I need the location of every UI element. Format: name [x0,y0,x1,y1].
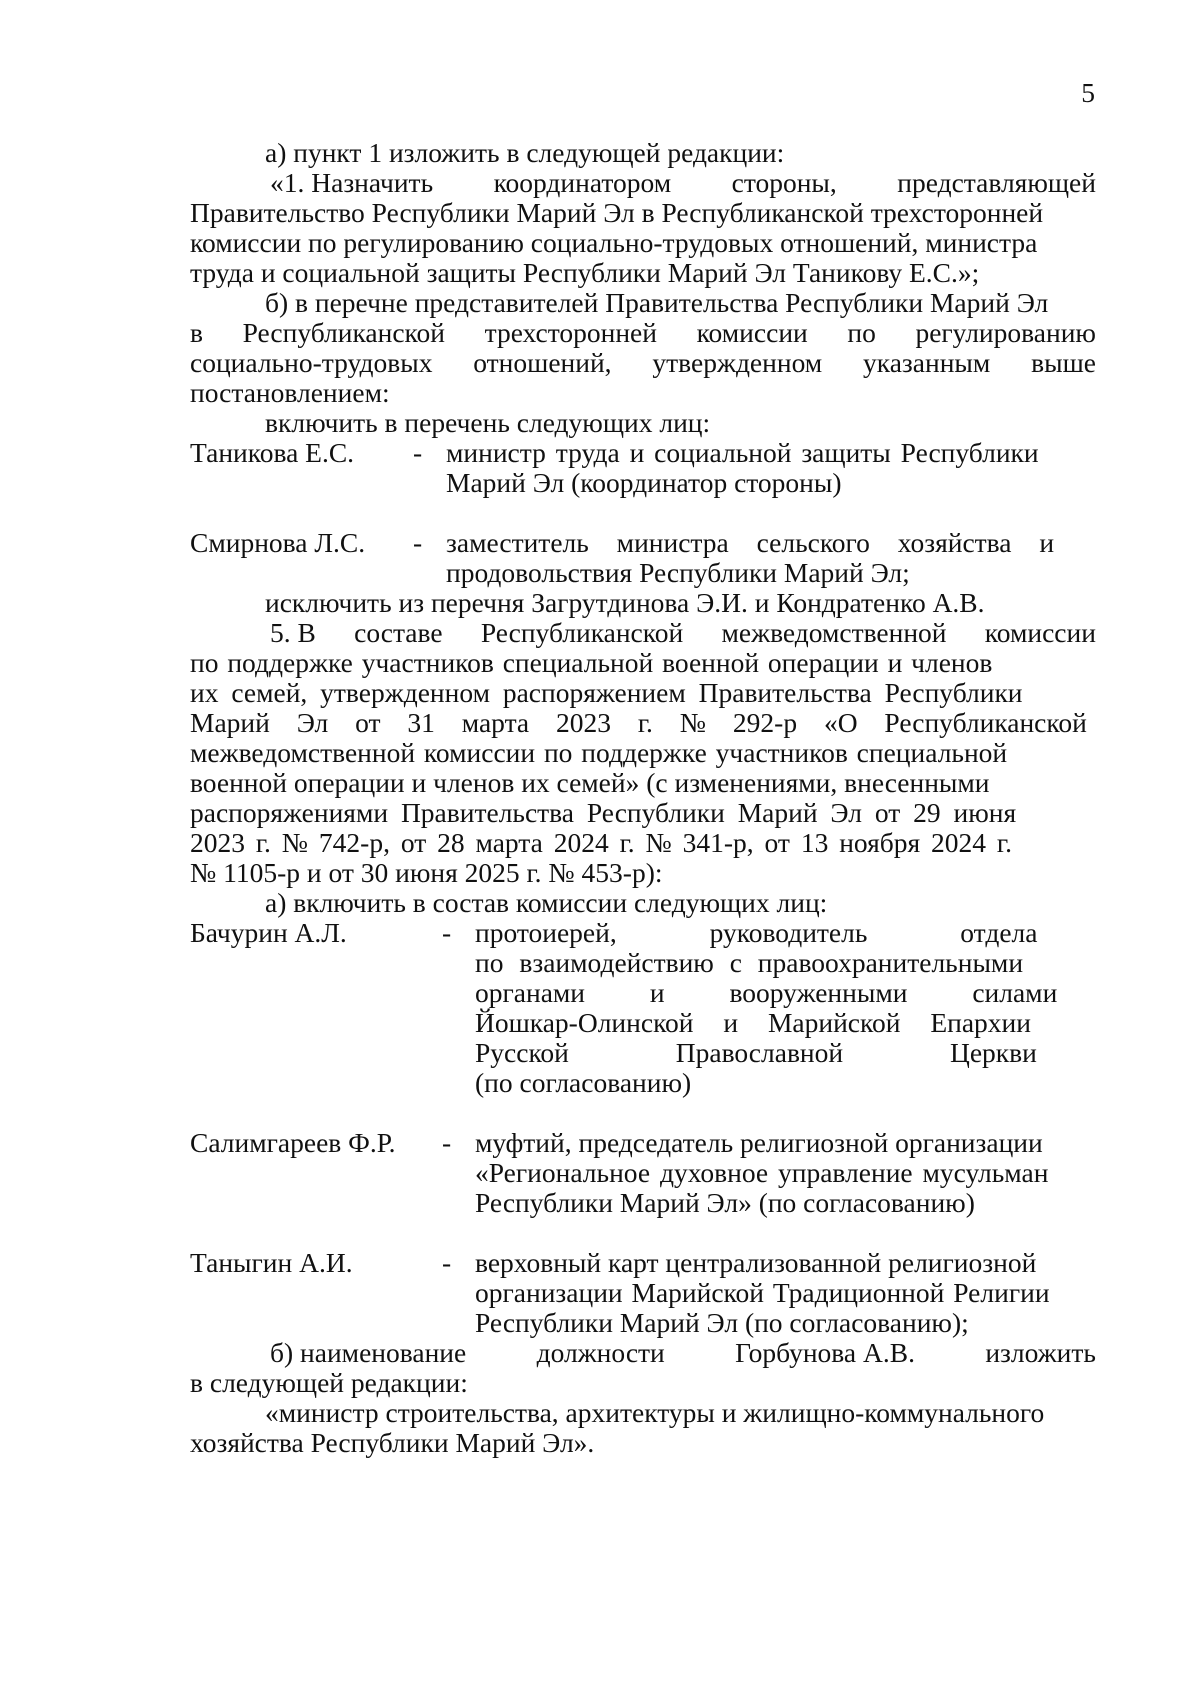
desc-line: Русской Православной Церкви [475,1037,1037,1068]
include-line: включить в перечень следующих лиц: [265,407,711,438]
list-item [190,918,1096,1098]
word: Республиканской [242,317,445,348]
desc-line: протоиерей, руководитель отдела [475,917,1038,948]
body-line: № 1105-р и от 30 июня 2025 г. № 453-р): [190,857,663,888]
desc-line: верховный карт централизованной религиозной [475,1247,1037,1278]
word: межведомственной [721,617,947,648]
body-line: по поддержке участников специальной военной операции и членов [190,647,993,678]
dash: - [442,917,452,948]
quote-line: комиссии по регулированию социально-трудовых отношений, министра [190,227,1038,258]
quote-line: хозяйства Республики Марий Эл». [190,1427,595,1458]
item-b-rename [190,1338,1096,1458]
desc-line: муфтий, председатель религиозной организации [475,1127,1043,1158]
desc-line: продовольствия Республики Марий Эл; [446,557,910,588]
word: трехсторонней [484,317,657,348]
item-a-line: а) включить в состав комиссии следующих лиц: [265,887,828,918]
word: отношений, [473,347,612,378]
word: комиссии [696,317,808,348]
intro-block [190,138,1096,438]
quote-line: «министр строительства, архитектуры и жилищно-коммунального [265,1397,1045,1428]
person-description [475,1128,1096,1218]
desc-line: Йошкар-Олинской и Марийской Епархии [475,1007,1031,1038]
word: выше [1031,347,1096,378]
quote-first-line [190,168,1096,198]
person-name: Таникова Е.С. [190,437,355,468]
word: б) наименование [270,1337,467,1368]
body-line: военной операции и членов их семей» (с изменениями, внесенными [190,767,990,798]
desc-line: по взаимодействию с правоохранительными [475,947,1024,978]
item-b-line-3 [190,348,1096,378]
word: в [190,317,203,348]
body-line: распоряжениями Правительства Республики Марий Эл от 29 июня [190,797,1017,828]
word: 5. В [270,617,316,648]
list-item [190,438,1096,498]
desc-line: органами и вооруженными силами [475,977,1058,1008]
word: по [847,317,876,348]
person-description [475,1248,1096,1338]
item-b-line-4: постановлением: [190,377,390,408]
desc-line: организации Марийской Традиционной Религии [475,1277,1050,1308]
desc-line: Марий Эл (координатор стороны) [446,467,842,498]
body-line: 2023 г. № 742-р, от 28 марта 2024 г. № 341-р, от 13 ноября 2024 г. [190,827,1012,858]
body-line: Марий Эл от 31 марта 2023 г. № 292-р «О Республиканской [190,707,1087,738]
list-item [190,1128,1096,1218]
body-line: их семей, утвержденном распоряжением Правительства Республики [190,677,1023,708]
word: составе [354,617,443,648]
desc-line: заместитель министра сельского хозяйства и [446,527,1055,558]
person-description [475,918,1096,1098]
desc-line: министр труда и социальной защиты Республики [446,437,1039,468]
word: координатором [493,167,672,198]
quote-line: Правительство Республики Марий Эл в Республиканской трехсторонней [190,197,1044,228]
item-b-line: б) в перечне представителей Правительства Республики Марий Эл [265,287,1049,318]
word: Горбунова А.В. [735,1337,915,1368]
desc-line: Республики Марий Эл (по согласованию); [475,1307,969,1338]
page-number: 5 [1081,77,1095,108]
dash: - [442,1247,452,1278]
word: социально-трудовых [190,347,433,378]
item-a-line: а) пункт 1 изложить в следующей редакции: [265,137,785,168]
word: представляющей [897,167,1096,198]
quote-line: труда и социальной защиты Республики Марий Эл Таникову Е.С.»; [190,257,980,288]
word: указанным [863,347,991,378]
section-5-first-line [190,618,1096,648]
word: утвержденном [652,347,823,378]
word: регулированию [915,317,1096,348]
desc-line: Республики Марий Эл» (по согласованию) [475,1187,975,1218]
person-name: Бачурин А.Л. [190,917,347,948]
section-5 [190,588,1096,918]
word: Республиканской [480,617,684,648]
body-line: межведомственной комиссии по поддержке участников специальной [190,737,1008,768]
word: «1. Назначить [270,167,434,198]
item-b-first-line [190,1338,1096,1368]
word: стороны, [731,167,837,198]
item-b-line-2 [190,318,1096,348]
dash: - [413,437,423,468]
person-name: Смирнова Л.С. [190,527,366,558]
list-item [190,528,1096,588]
word: должности [536,1337,665,1368]
person-description [446,528,1096,588]
body-line: в следующей редакции: [190,1367,468,1398]
dash: - [413,527,423,558]
list-item [190,1248,1096,1338]
person-description [446,438,1096,498]
word: комиссии [984,617,1096,648]
word: изложить [985,1337,1096,1368]
dash: - [442,1127,452,1158]
person-name: Салимгареев Ф.Р. [190,1127,396,1158]
desc-line: (по согласованию) [475,1067,692,1098]
desc-line: «Региональное духовное управление мусульман [475,1157,1049,1188]
person-name: Таныгин А.И. [190,1247,353,1278]
exclude-line: исключить из перечня Загрутдинова Э.И. и Кондратенко А.В. [265,587,985,618]
